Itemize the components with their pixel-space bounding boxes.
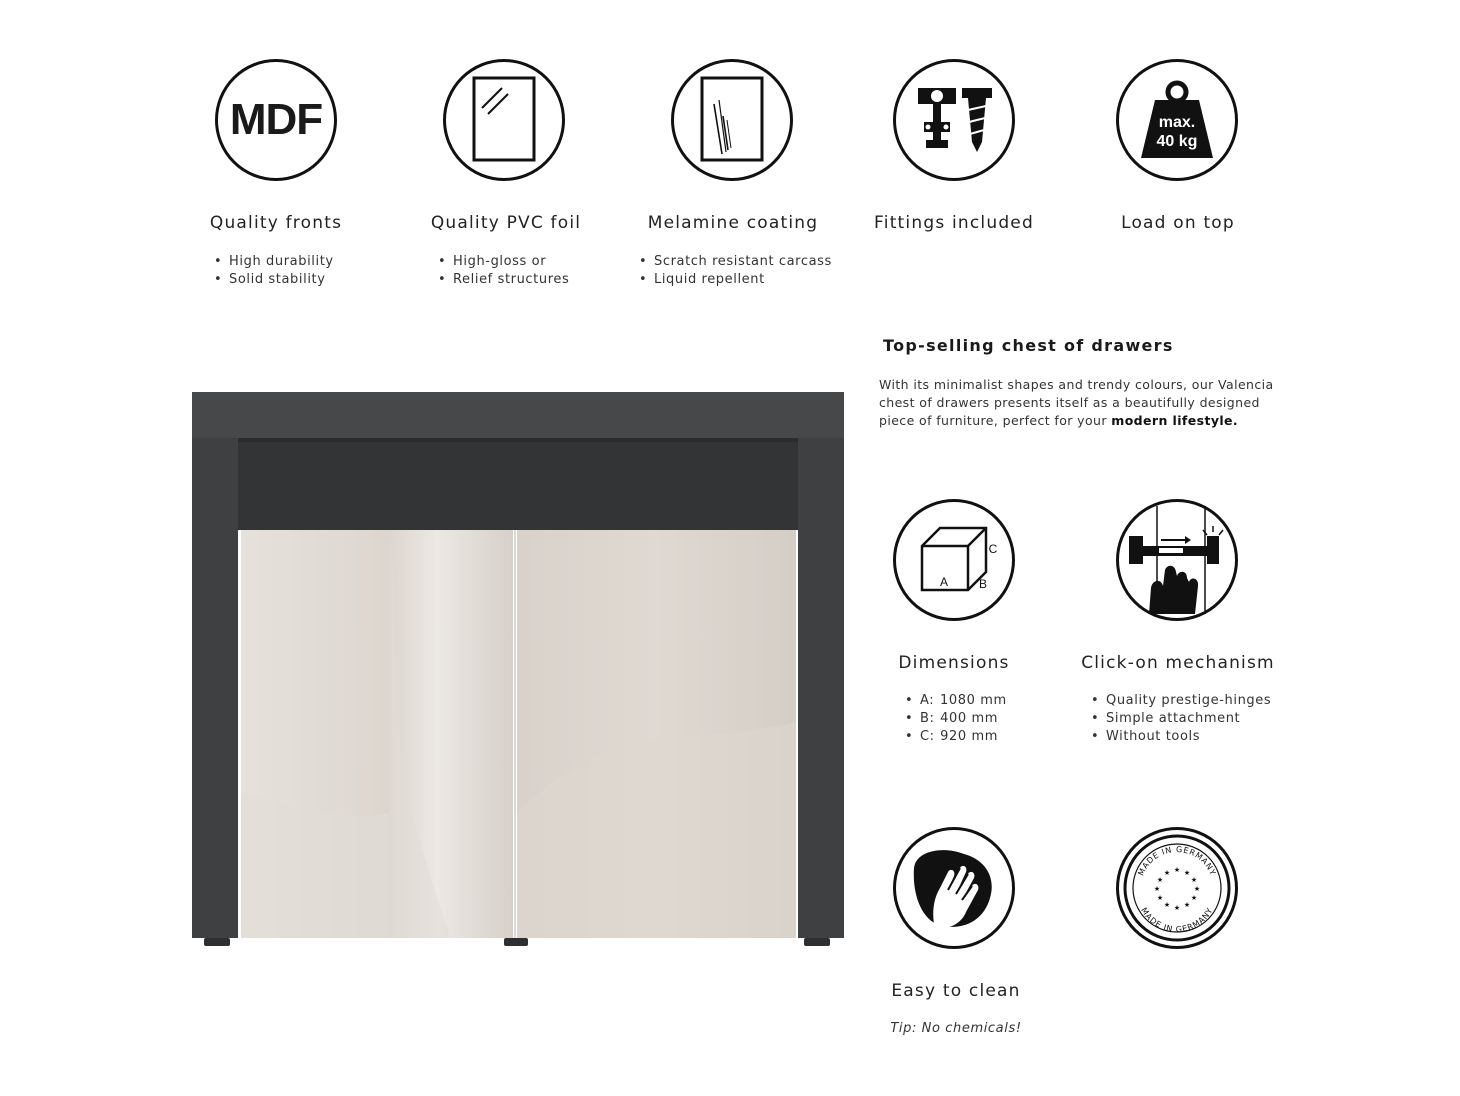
- svg-text:★: ★: [1156, 876, 1164, 884]
- weight-icon: [1116, 59, 1238, 181]
- mdf-icon-label: MDF: [229, 95, 323, 144]
- made-in-germany-seal-icon: [1116, 827, 1238, 949]
- svg-text:★: ★: [1173, 904, 1181, 912]
- dimension-value: 400 mm: [940, 711, 998, 726]
- dimensions-list: [905, 692, 1007, 746]
- feature-title-load-on-top: Load on top: [1121, 213, 1235, 233]
- quality-fronts-bullets: [214, 253, 334, 289]
- quality-pvc-foil-bullets: [438, 253, 569, 289]
- hinge-press-icon: [1116, 499, 1238, 621]
- feature-title-fittings-included: Fittings included: [874, 213, 1034, 233]
- dimension-key: A:: [920, 693, 935, 708]
- dimension-value: 920 mm: [940, 729, 998, 744]
- list-item: • High durability: [214, 253, 334, 271]
- svg-text:★: ★: [1193, 885, 1201, 893]
- list-item: • Without tools: [1091, 728, 1271, 746]
- wiping-hand-icon: [893, 827, 1015, 949]
- dimension-value: 1080 mm: [940, 693, 1007, 708]
- mdf-icon: [215, 59, 337, 181]
- scratched-panel-icon: [671, 59, 793, 181]
- page-title: Top-selling chest of drawers: [883, 336, 1174, 355]
- svg-text:★: ★: [1190, 876, 1198, 884]
- feature-title-quality-fronts: Quality fronts: [209, 213, 343, 233]
- list-item: [905, 692, 1007, 710]
- melamine-coating-bullets: [639, 253, 832, 289]
- weight-icon-load: 40 kg: [1156, 133, 1198, 150]
- box-label-b: B: [978, 577, 988, 591]
- svg-text:★: ★: [1183, 901, 1191, 909]
- seal-text-bottom: MADE IN GERMANY: [1139, 905, 1215, 935]
- svg-text:★: ★: [1183, 869, 1191, 877]
- list-item: • Scratch resistant carcass: [639, 253, 832, 271]
- list-item: • Solid stability: [214, 271, 334, 289]
- dimension-key: C:: [920, 729, 935, 744]
- box-label-c: C: [988, 542, 998, 556]
- easy-to-clean-title: Easy to clean: [891, 981, 1021, 1001]
- click-on-bullets: [1091, 692, 1271, 746]
- svg-text:★: ★: [1163, 869, 1171, 877]
- dimensions-title: Dimensions: [898, 653, 1010, 673]
- feature-title-quality-pvc-foil: Quality PVC foil: [430, 213, 582, 233]
- box-dimensions-icon: [893, 499, 1015, 621]
- svg-text:★: ★: [1153, 885, 1161, 893]
- chest-of-drawers-image: [190, 392, 846, 948]
- click-on-title: Click-on mechanism: [1081, 653, 1275, 673]
- seal-text-top: MADE IN GERMANY: [1136, 844, 1218, 878]
- list-item: • Liquid repellent: [639, 271, 832, 289]
- list-item: • Relief structures: [438, 271, 569, 289]
- list-item: • Quality prestige-hinges: [1091, 692, 1271, 710]
- box-label-a: A: [939, 575, 949, 589]
- list-item: • Simple attachment: [1091, 710, 1271, 728]
- list-item: [905, 728, 998, 746]
- list-item: • High-gloss or: [438, 253, 569, 271]
- glossy-panel-icon: [443, 59, 565, 181]
- dimension-key: B:: [920, 711, 935, 726]
- cleaning-tip: Tip: No chemicals!: [890, 1021, 1022, 1036]
- intro-emphasis: modern lifestyle.: [1111, 413, 1239, 428]
- svg-text:★: ★: [1173, 866, 1181, 874]
- intro-description: [879, 376, 1279, 430]
- feature-title-melamine-coating: Melamine coating: [647, 213, 819, 233]
- intro-text: With its minimalist shapes and trendy colours, our Valencia chest of drawers presents itself as a beautifully designed piece of furniture, perfect for your: [879, 377, 1274, 428]
- hinge-screw-icon: [893, 59, 1015, 181]
- svg-text:★: ★: [1156, 894, 1164, 902]
- weight-icon-max: max.: [1158, 114, 1196, 131]
- list-item: [905, 710, 998, 728]
- svg-text:★: ★: [1190, 894, 1198, 902]
- svg-text:★: ★: [1163, 901, 1171, 909]
